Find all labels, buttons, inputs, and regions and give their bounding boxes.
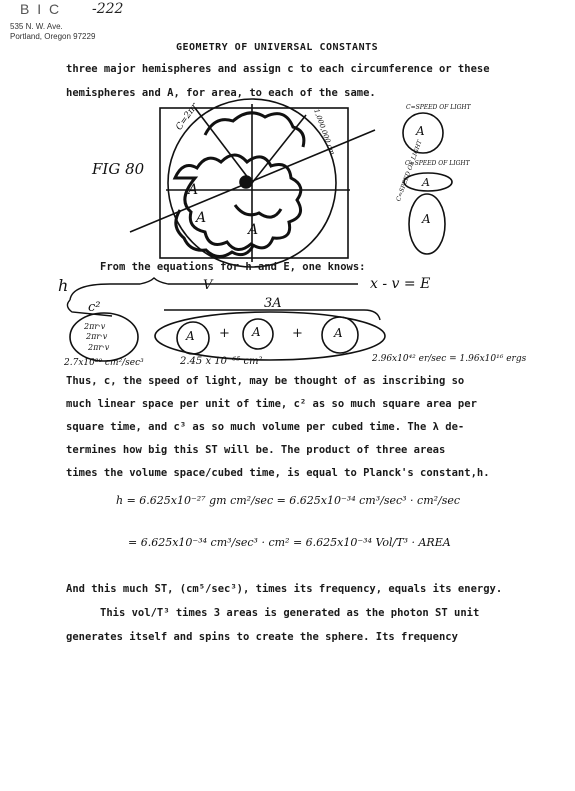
side-area-label-2: A: [422, 176, 430, 189]
eq-c2: c²: [88, 300, 101, 315]
eq-h: h: [58, 276, 69, 295]
eq-value-2: 2.45 x 10⁻⁶⁵ cm²: [180, 356, 263, 367]
eq-rhs: x - v = E: [370, 276, 431, 292]
eq-3a: 3A: [264, 296, 282, 311]
planck-equation-2: = 6.625x10⁻³⁴ cm³/sec³ · cm² = 6.625x10⁻³⁴ Vol/T³ · AREA: [128, 536, 451, 549]
paragraph-2-line-1: Thus, c, the speed of light, may be thought of as inscribing so: [66, 375, 465, 387]
eq-value-1: 2.7x10²⁰ cm²/sec³: [64, 358, 144, 368]
address-line-1: 535 N. W. Ave.: [10, 22, 63, 31]
paragraph-2-line-3: square time, and c³ as so much volume per cubed time. The λ de-: [66, 421, 465, 433]
circumference-label: C=2πr: [174, 101, 200, 133]
area-label-1: A: [188, 182, 199, 198]
area-label-3: A: [248, 222, 259, 238]
area-label-2: A: [196, 210, 207, 226]
side-area-label-3: A: [422, 212, 431, 226]
eq-term-3: 2πr·v: [88, 343, 110, 352]
paragraph-3-line-3: generates itself and spins to create the sphere. Its frequency: [66, 631, 458, 643]
address-line-2: Portland, Oregon 97229: [10, 32, 96, 41]
figure-label: FIG 80: [92, 160, 145, 178]
paragraph-2-line-5: times the volume space/cubed time, is equal to Planck's constant,h.: [66, 467, 490, 479]
eq-plus-2: +: [292, 326, 303, 341]
eq-term-1: 2πr·v: [84, 322, 106, 331]
side-label-2: C=SPEED OF LIGHT: [405, 160, 470, 167]
paragraph-3-line-1: And this much ST, (cm⁵/sec³), times its frequency, equals its energy.: [66, 583, 503, 595]
paragraph-2-line-2: much linear space per unit of time, c² as so much square area per: [66, 398, 477, 410]
page-title: GEOMETRY OF UNIVERSAL CONSTANTS: [176, 42, 379, 53]
eq-a-1: A: [186, 329, 195, 343]
side-area-label-1: A: [416, 124, 425, 138]
planck-equation-1: h = 6.625x10⁻²⁷ gm cm²/sec = 6.625x10⁻³⁴ cm³/sec³ · cm²/sec: [116, 494, 461, 507]
eq-value-3: 2.96x10⁴² er/sec = 1.96x10¹⁶ ergs: [372, 354, 527, 364]
eq-term-2: 2πr·v: [86, 332, 108, 341]
side-label-1: C=SPEED OF LIGHT: [406, 104, 471, 111]
eq-v: V: [203, 278, 213, 293]
paragraph-3-line-2: This vol/T³ times 3 areas is generated as the photon ST unit: [100, 607, 480, 619]
eq-plus-1: +: [219, 326, 230, 341]
wavy-inner-arc: [235, 205, 281, 217]
center-point: [240, 176, 252, 188]
side-label-3: C=SPEED OF LIGHT: [395, 139, 424, 203]
radius-label: 1,000,000 cm: [312, 107, 337, 157]
paragraph-1-line-1: three major hemispheres and assign c to each circumference or these: [66, 63, 490, 75]
stamp-code: B I C: [20, 1, 62, 17]
equations-intro: From the equations for h and E, one knows:: [100, 261, 366, 273]
eq-a-3: A: [334, 326, 343, 340]
handwritten-page-code: -222: [92, 1, 124, 17]
radius-line-2: [252, 115, 306, 183]
bracket-h: [70, 278, 358, 300]
paragraph-2-line-4: termines how big this ST will be. The product of three areas: [66, 444, 446, 456]
eq-a-2: A: [252, 325, 261, 339]
paragraph-1-line-2: hemispheres and A, for area, to each of the same.: [66, 87, 376, 99]
